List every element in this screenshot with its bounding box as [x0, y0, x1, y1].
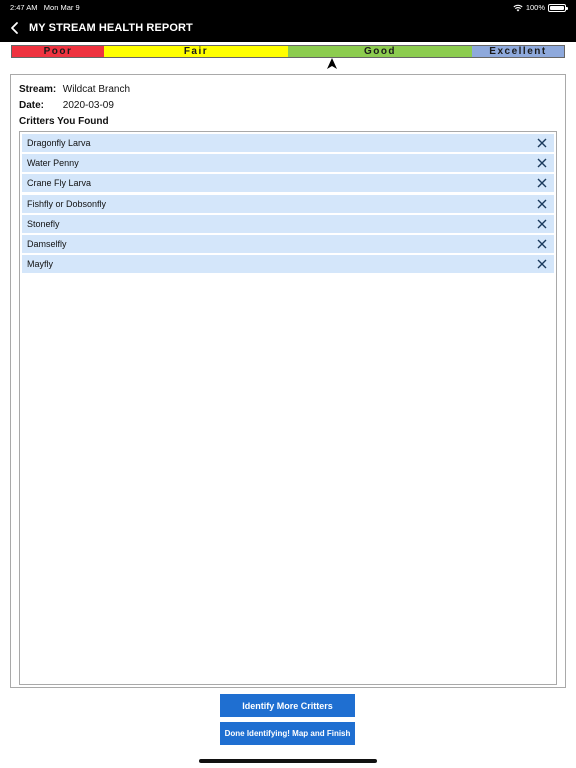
identify-more-button[interactable]: Identify More Critters — [220, 694, 355, 717]
remove-close-icon[interactable] — [536, 218, 548, 230]
battery-percent: 100% — [525, 3, 545, 12]
status-time — [10, 3, 80, 12]
list-item — [22, 134, 554, 152]
critter-name: Damselfly — [27, 238, 67, 249]
list-item — [22, 195, 554, 213]
stream-row — [19, 84, 130, 95]
home-indicator — [199, 759, 377, 763]
scale-pointer-icon — [326, 58, 338, 69]
report-panel — [10, 74, 566, 688]
health-scale — [11, 45, 565, 58]
critter-name: Stonefly — [27, 218, 60, 229]
critter-name: Fishfly or Dobsonfly — [27, 198, 107, 209]
critters-title: Critters You Found — [19, 116, 109, 127]
critter-name: Dragonfly Larva — [27, 138, 91, 148]
remove-close-icon[interactable] — [536, 238, 548, 250]
remove-close-icon[interactable] — [536, 198, 548, 210]
critter-name: Mayfly — [27, 259, 54, 270]
remove-close-icon[interactable] — [536, 157, 548, 169]
status-bar — [0, 0, 576, 14]
list-item — [22, 174, 554, 192]
remove-close-icon[interactable] — [536, 177, 548, 189]
wifi-icon — [513, 4, 523, 12]
critters-list — [19, 131, 557, 685]
critter-name: Crane Fly Larva — [27, 178, 92, 189]
stream-value: Wildcat Branch — [62, 84, 131, 95]
battery-icon — [548, 4, 566, 12]
list-item — [22, 255, 554, 273]
status-right — [513, 3, 566, 12]
remove-close-icon[interactable] — [536, 137, 548, 149]
scale-segment-good: Good — [288, 46, 472, 57]
scale-segment-excellent: Excellent — [472, 46, 564, 57]
date-label: Date: — [19, 100, 45, 111]
date-row — [19, 100, 114, 111]
list-item — [22, 235, 554, 253]
critter-name: Water Penny — [27, 158, 79, 169]
remove-close-icon[interactable] — [536, 258, 548, 270]
date-value: 2020-03-09 — [62, 100, 114, 111]
list-item — [22, 154, 554, 172]
app-header — [0, 0, 576, 42]
done-identifying-button[interactable]: Done Identifying! Map and Finish — [220, 722, 355, 745]
stream-label: Stream: — [19, 84, 57, 95]
scale-segment-fair: Fair — [104, 46, 288, 57]
scale-segment-poor: Poor — [12, 46, 104, 57]
page-title: MY STREAM HEALTH REPORT — [29, 22, 193, 34]
status-date: Mon Mar 9 — [43, 3, 80, 12]
back-chevron-icon[interactable] — [9, 21, 21, 35]
status-clock: 2:47 AM — [10, 3, 38, 12]
list-item — [22, 215, 554, 233]
